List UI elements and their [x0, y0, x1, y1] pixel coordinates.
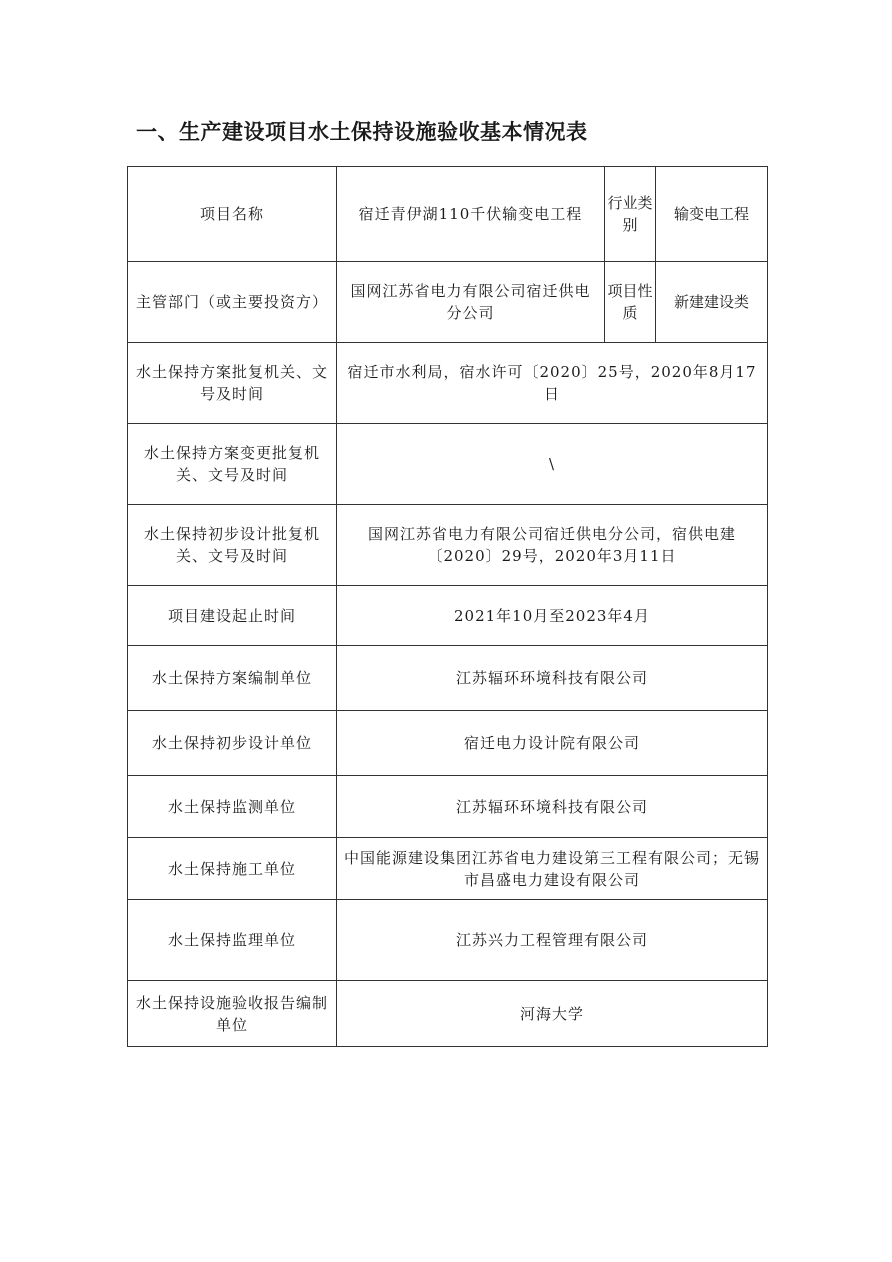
table-row — [128, 646, 768, 711]
construction-unit-label: 水土保持施工单位 — [128, 838, 337, 900]
report-unit-value: 河海大学 — [337, 981, 768, 1047]
design-approval-label: 水土保持初步设计批复机关、文号及时间 — [128, 505, 337, 586]
table-row — [128, 167, 768, 262]
report-unit-label: 水土保持设施验收报告编制单位 — [128, 981, 337, 1047]
table-row — [128, 981, 768, 1047]
table-row — [128, 838, 768, 900]
project-name-label: 项目名称 — [128, 167, 337, 262]
plan-change-value: \ — [337, 424, 768, 505]
table-row — [128, 711, 768, 776]
plan-change-label: 水土保持方案变更批复机关、文号及时间 — [128, 424, 337, 505]
table-row — [128, 424, 768, 505]
info-table — [127, 166, 768, 1047]
monitor-unit-label: 水土保持监测单位 — [128, 776, 337, 838]
monitor-unit-value: 江苏辐环环境科技有限公司 — [337, 776, 768, 838]
construction-period-value: 2021年10月至2023年4月 — [337, 586, 768, 646]
plan-approval-label: 水土保持方案批复机关、文号及时间 — [128, 343, 337, 424]
table-row — [128, 776, 768, 838]
construction-unit-value: 中国能源建设集团江苏省电力建设第三工程有限公司；无锡市昌盛电力建设有限公司 — [337, 838, 768, 900]
design-unit-value: 宿迁电力设计院有限公司 — [337, 711, 768, 776]
plan-unit-label: 水土保持方案编制单位 — [128, 646, 337, 711]
supervision-unit-label: 水土保持监理单位 — [128, 900, 337, 981]
industry-category-value: 输变电工程 — [656, 167, 768, 262]
table-row — [128, 900, 768, 981]
construction-period-label: 项目建设起止时间 — [128, 586, 337, 646]
supervision-unit-value: 江苏兴力工程管理有限公司 — [337, 900, 768, 981]
page-title: 一、生产建设项目水土保持设施验收基本情况表 — [136, 120, 588, 144]
project-name-value: 宿迁青伊湖110千伏输变电工程 — [337, 167, 605, 262]
table-row — [128, 343, 768, 424]
table-row — [128, 505, 768, 586]
project-nature-label: 项目性质 — [605, 262, 656, 343]
table-row — [128, 262, 768, 343]
table-row — [128, 586, 768, 646]
plan-approval-value: 宿迁市水利局，宿水许可〔2020〕25号，2020年8月17日 — [337, 343, 768, 424]
design-approval-value: 国网江苏省电力有限公司宿迁供电分公司，宿供电建〔2020〕29号，2020年3月11日 — [337, 505, 768, 586]
industry-category-label: 行业类别 — [605, 167, 656, 262]
project-nature-value: 新建建设类 — [656, 262, 768, 343]
plan-unit-value: 江苏辐环环境科技有限公司 — [337, 646, 768, 711]
department-label: 主管部门（或主要投资方） — [128, 262, 337, 343]
design-unit-label: 水土保持初步设计单位 — [128, 711, 337, 776]
department-value: 国网江苏省电力有限公司宿迁供电分公司 — [337, 262, 605, 343]
